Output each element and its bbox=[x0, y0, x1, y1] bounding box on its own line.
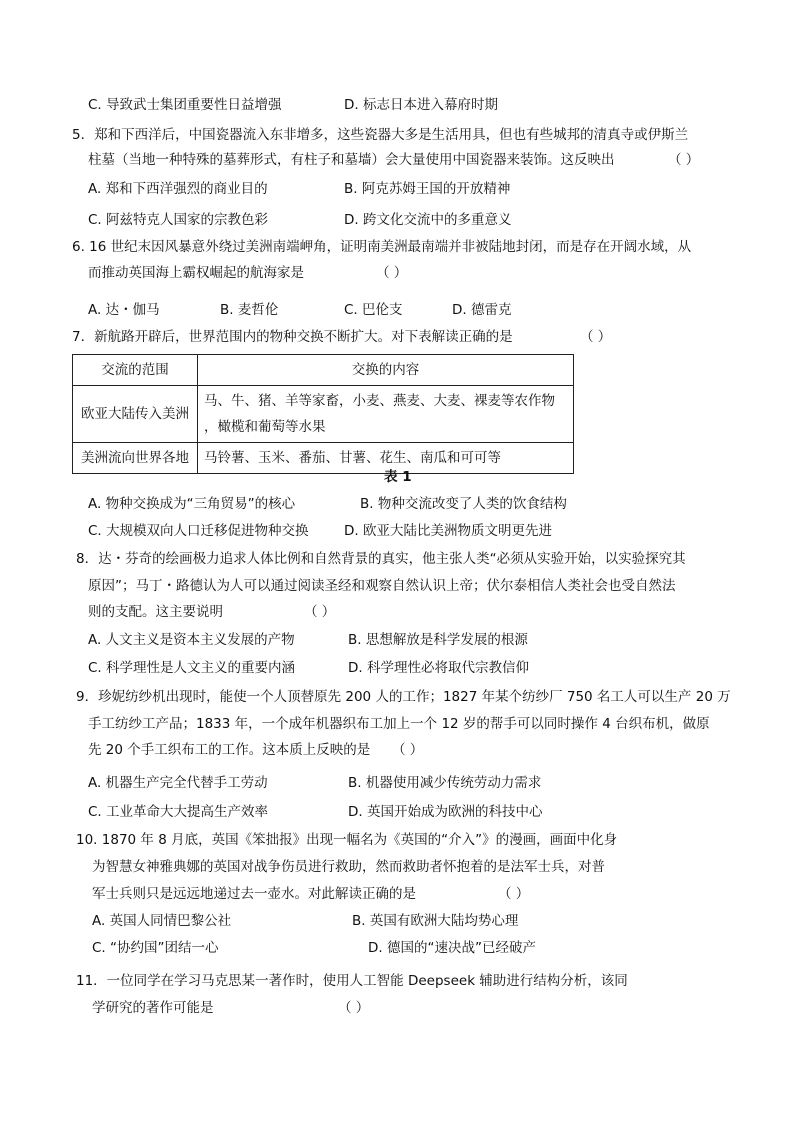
table-cell-content: 马铃薯、玉米、番茄、甘薯、花生、南瓜和可可等 bbox=[198, 443, 574, 474]
q8-option-a: A. 人文主义是资本主义发展的产物 bbox=[88, 632, 295, 648]
q10-stem-line2: 为智慧女神雅典娜的英国对战争伤员进行救助，然而救助者怀抱着的是法军士兵，对普 bbox=[92, 859, 605, 875]
q8-option-d: D. 科学理性必将取代宗教信仰 bbox=[348, 660, 529, 676]
q7-option-b: B. 物种交流改变了人类的饮食结构 bbox=[360, 496, 567, 512]
table-row bbox=[73, 386, 574, 443]
q8-stem-line2: 原因”；马丁・路德认为人可以通过阅读圣经和观察自然认识上帝；伏尔泰相信人类社会也受自然法 bbox=[88, 578, 676, 594]
q11-stem-line2: 学研究的著作可能是 bbox=[92, 1000, 214, 1016]
q8-option-c: C. 科学理性是人文主义的重要内涵 bbox=[88, 660, 296, 676]
q6-stem-line2: 而推动英国海上霸权崛起的航海家是 bbox=[88, 265, 304, 281]
q6-option-d: D. 德雷克 bbox=[452, 302, 512, 318]
q5-option-b: B. 阿克苏姆王国的开放精神 bbox=[344, 181, 511, 197]
q9-stem-line3: 先 20 个手工织布工的工作。这本质上反映的是 bbox=[88, 742, 371, 758]
q10-option-c: C. “协约国”团结一心 bbox=[92, 940, 219, 956]
q5-option-a: A. 郑和下西洋强烈的商业目的 bbox=[88, 181, 268, 197]
species-exchange-table bbox=[72, 354, 574, 474]
q11-stem-line1: 11．一位同学在学习马克思某一著作时，使用人工智能 Deepseek 辅助进行结构分析，该同 bbox=[76, 973, 628, 989]
q6-answer-paren: （ ） bbox=[376, 265, 408, 281]
table-cell-content-line2: ，橄榄和葡萄等水果 bbox=[204, 419, 326, 435]
table-cell-scope: 欧亚大陆传入美洲 bbox=[73, 386, 198, 443]
q8-option-b: B. 思想解放是科学发展的根源 bbox=[348, 632, 528, 648]
q6-stem-line1: 6. 16 世纪末因风暴意外绕过美洲南端岬角，证明南美洲最南端并非被陆地封闭，而是存在开阔水域，从 bbox=[72, 239, 692, 255]
table-cell-scope: 美洲流向世界各地 bbox=[73, 443, 198, 474]
q10-answer-paren: （ ） bbox=[498, 886, 530, 902]
q5-answer-paren: （ ） bbox=[668, 152, 700, 168]
q4-option-c: C. 导致武士集团重要性日益增强 bbox=[88, 97, 282, 113]
q9-option-a: A. 机器生产完全代替手工劳动 bbox=[88, 775, 268, 791]
q8-stem-line3: 则的支配。这主要说明 bbox=[88, 604, 223, 620]
table-caption: 表 1 bbox=[384, 469, 412, 485]
q7-option-d: D. 欧亚大陆比美洲物质文明更先进 bbox=[344, 523, 552, 539]
q9-option-d: D. 英国开始成为欧洲的科技中心 bbox=[348, 804, 543, 820]
q10-option-b: B. 英国有欧洲大陆均势心理 bbox=[352, 913, 519, 929]
q10-stem-line3: 军士兵则只是远远地递过去一壶水。对此解读正确的是 bbox=[92, 886, 416, 902]
q5-stem-line2: 柱墓（当地一种特殊的墓葬形式，有柱子和墓墙）会大量使用中国瓷器来装饰。这反映出 bbox=[88, 152, 615, 168]
table-cell-content bbox=[198, 386, 574, 443]
q7-stem: 7．新航路开辟后，世界范围内的物种交换不断扩大。对下表解读正确的是 bbox=[72, 329, 513, 345]
q7-option-c: C. 大规模双向人口迁移促进物种交换 bbox=[88, 523, 309, 539]
q6-option-c: C. 巴伦支 bbox=[344, 302, 403, 318]
q10-option-d: D. 德国的“速决战”已经破产 bbox=[368, 940, 536, 956]
q5-option-d: D. 跨文化交流中的多重意义 bbox=[344, 212, 512, 228]
q7-answer-paren: （ ） bbox=[580, 329, 612, 345]
q9-answer-paren: （ ） bbox=[392, 742, 424, 758]
q10-option-a: A. 英国人同情巴黎公社 bbox=[92, 913, 232, 929]
q9-option-c: C. 工业革命大大提高生产效率 bbox=[88, 804, 269, 820]
q6-option-b: B. 麦哲伦 bbox=[220, 302, 279, 318]
q8-stem-line1: 8．达・芬奇的绘画极力追求人体比例和自然背景的真实，他主张人类“必须从实验开始，以实验探究其 bbox=[76, 551, 686, 567]
q8-answer-paren: （ ） bbox=[304, 604, 336, 620]
table-header-row bbox=[73, 355, 574, 386]
q6-option-a: A. 达・伽马 bbox=[88, 302, 160, 318]
q4-option-d: D. 标志日本进入幕府时期 bbox=[344, 97, 498, 113]
table-header-content: 交换的内容 bbox=[198, 355, 574, 386]
q10-stem-line1: 10. 1870 年 8 月底，英国《笨拙报》出现一幅名为《英国的“介入”》的漫画，画面中化身 bbox=[76, 832, 618, 848]
q9-option-b: B. 机器使用减少传统劳动力需求 bbox=[348, 775, 542, 791]
q7-option-a: A. 物种交换成为“三角贸易”的核心 bbox=[88, 496, 296, 512]
table-row bbox=[73, 443, 574, 474]
q5-option-c: C. 阿兹特克人国家的宗教色彩 bbox=[88, 212, 269, 228]
q9-stem-line2: 手工纺纱工产品；1833 年，一个成年机器织布工加上一个 12 岁的帮手可以同时操作 4 台织布机，做原 bbox=[88, 716, 710, 732]
table-header-scope: 交流的范围 bbox=[73, 355, 198, 386]
q11-answer-paren: （ ） bbox=[338, 1000, 370, 1016]
q9-stem-line1: 9．珍妮纺纱机出现时，能使一个人顶替原先 200 人的工作；1827 年某个纺纱厂 750 名工人可以生产 20 万 bbox=[76, 689, 731, 705]
q5-stem-line1: 5．郑和下西洋后，中国瓷器流入东非增多，这些瓷器大多是生活用具，但也有些城邦的清真寺或伊斯兰 bbox=[72, 127, 689, 143]
table-cell-content-line1: 马、牛、猪、羊等家畜，小麦、燕麦、大麦、裸麦等农作物 bbox=[204, 393, 555, 409]
